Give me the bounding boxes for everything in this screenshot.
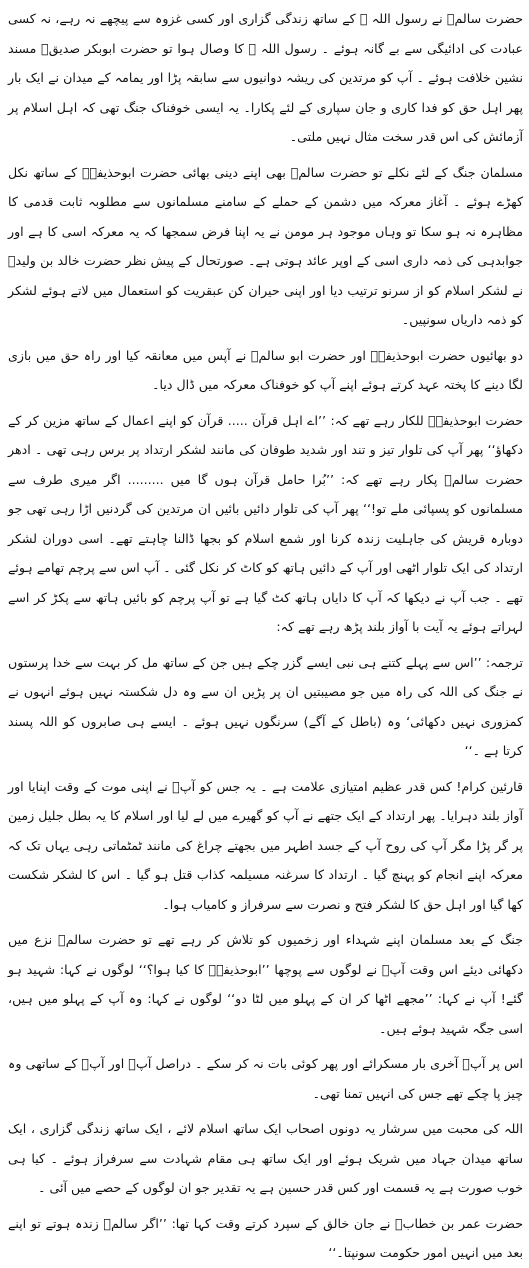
quote-translation: ترجمہ: ’’اس سے پہلے کتنے ہی نبی ایسے گزر چکے ہیں جن کے ساتھ مل کر بہت سے خدا پرستوں نے جنگ کی اللہ کی راہ میں جو مصیبتیں ان پر پڑیں ان سے وہ دل شکستہ نہیں ہوئے انہوں نے کمزوری نہیں دکھائی‘ وہ (باطل کے آگے) سرنگوں نہیں ہوئے ۔ ایسے ہی صابروں کو اللہ پسند کرتا ہے ۔‘‘ [8,654,523,758]
paragraph: قارئین کرام! کس قدر عظیم امتیازی علامت ہے ۔ یہ جس کو آپؓ نے اپنی موت کے وقت اپنایا اور آواز بلند دہرایا۔ پھر ارتداد کے ایک جتھے نے آپ کو گھیرے میں لے لیا اور اسلام کا یہ بطل جلیل زمین پر گر پڑا مگر آپ کی روح آپ کے جسد اطہر میں بجھتے چراغ کی مانند ٹمٹماتی رہی یہاں تک کہ معرکہ اپنے انجام کو پہنچ گیا ۔ ارتداد کا سرغنہ مسیلمہ کذاب قتل ہو گیا ۔ اس کا لشکر شکست کھا گیا اور اہل حق کا لشکر فتح و نصرت سے سرفراز و کامیاب ہوا۔ [8,778,523,912]
paragraph: حضرت ابوحذیفہؓ للکار رہے تھے کہ: ’’اے اہل قرآن ..... قرآن کو اپنے اعمال کے ساتھ مزین کر کے دکھاؤ‘‘ پھر آپ کی تلوار تیز و تند اور شدید طوفان کی مانند لشکر ارتداد پر برس رہی تھی ۔ ادھر حضرت سالمؓ پکار رہے تھے کہ: ’’بُرا حامل قرآن ہوں گا میں ......... اگر میری طرف سے مسلمانوں کو پسپائی ملے تو!‘‘ پھر آپ کی تلوار دائیں بائیں ان مرتدین کی گردنیں اڑا رہی تھی جو دوبارہ قریش کی جاہلیت زندہ کرنا اور شمع اسلام کو بجھا ڈالنا چاہتے تھے۔ اسی دوران لشکر ارتداد کی ایک تلوار اٹھی اور آپ کے دائیں ہاتھ کو کاٹ کر نکل گئی ۔ آپ اس سے پرچم تھامے ہوئے تھے ۔ جب آپ نے دیکھا کہ آپ کا دایاں ہاتھ کٹ گیا ہے تو آپ پرچم کو بائیں ہاتھ سے پکڑ کر اسے لہراتے ہوئے یہ آیت با آواز بلند پڑھ رہے تھے کہ: [8,412,523,634]
paragraph: دو بھائیوں حضرت ابوحذیفہؓ اور حضرت ابو سالمؓ نے آپس میں معانقہ کیا اور راہ حق میں بازی لگا دینے کا پختہ عہد کرتے ہوئے اپنے آپ کو خوفناک معرکہ میں ڈال دیا۔ [8,347,523,392]
paragraph: اللہ کی محبت میں سرشار یہ دونوں اصحاب ایک ساتھ اسلام لائے ، ایک ساتھ زندگی گزاری ، ایک ساتھ میدان جہاد میں شریک ہوئے اور ایک ساتھ ہی مقام شہادت سے سرفراز ہوئے ۔ کیا ہی خوب صورت ہے یہ قسمت اور کس قدر حسین ہے یہ تقدیر جو ان لوگوں کے حصے میں آئی ۔ [8,1121,523,1195]
paragraph: جنگ کے بعد مسلمان اپنے شہداء اور زخمیوں کو تلاش کر رہے تھے تو حضرت سالمؓ نزع میں دکھائی دیئے اس وقت آپؓ نے لوگوں سے پوچھا ’’ابوحذیفہؓ کا کیا ہوا؟‘‘ لوگوں نے کہا: شہید ہو گئے! آپ نے کہا: ’’مجھے اٹھا کر ان کے پہلو میں لٹا دو‘‘ لوگوں نے کہا: وہ آپ کے پہلو میں ہیں، اسی جگہ شہید ہوئے ہیں۔ [8,932,523,1036]
paragraph: حضرت عمر بن خطابؓ نے جان خالق کے سپرد کرتے وقت کہا تھا: ’’اگر سالمؓ زندہ ہوتے تو اپنے بعد میں انہیں امور حکومت سونپتا۔‘‘ [8,1215,523,1260]
paragraph: مسلمان جنگ کے لئے نکلے تو حضرت سالمؓ بھی اپنے دینی بھائی حضرت ابوحذیفہؓ کے ساتھ نکل کھڑے ہوئے ۔ آغاز معرکہ میں دشمن کے حملے کے سامنے مسلمانوں سے مطلوبہ ثابت قدمی کا مظاہرہ نہ ہو سکا تو وہاں موجود ہر مومن نے یہ اپنا فرض سمجھا کہ یہ معرکہ اسی کا ہے اور جوابدہی کی ذمہ داری اسی کے اوپر عائد ہوتی ہے۔ صورتحال کے پیش نظر حضرت خالد بن ولیدؓ نے لشکر اسلام کو از سرنو ترتیب دیا اور اپنی حیران کن عبقریت کو استعمال میں لاتے ہوئے لشکر کو ذمہ داریاں سونپیں۔ [8,164,523,327]
paragraph: اس پر آپؓ آخری بار مسکرائے اور پھر کوئی بات نہ کر سکے ۔ دراصل آپؓ اور آپؓ کے ساتھی وہ چیز پا چکے تھے جس کی انہیں تمنا تھی۔ [8,1056,523,1101]
paragraph: حضرت سالمؓ نے رسول اللہ ﷺ کے ساتھ زندگی گزاری اور کسی غزوہ سے پیچھے نہ رہے، نہ کسی عبادت کی ادائیگی سے بے گانہ ہوئے ۔ رسول اللہ ﷺ کا وصال ہوا تو حضرت ابوبکر صدیقؓ مسند نشین خلافت ہوئے ۔ آپ کو مرتدین کی ریشہ دوانیوں سے سابقہ پڑا اور یمامہ کے میدان نے ایک بار پھر اہل حق کو فدا کاری و جان سپاری کے لئے پکارا۔ یہ ایسی خوفناک جنگ تھی کہ اہل اسلام پر آزمائش کی اس قدر سخت مثال نہیں ملتی۔ [8,11,523,144]
